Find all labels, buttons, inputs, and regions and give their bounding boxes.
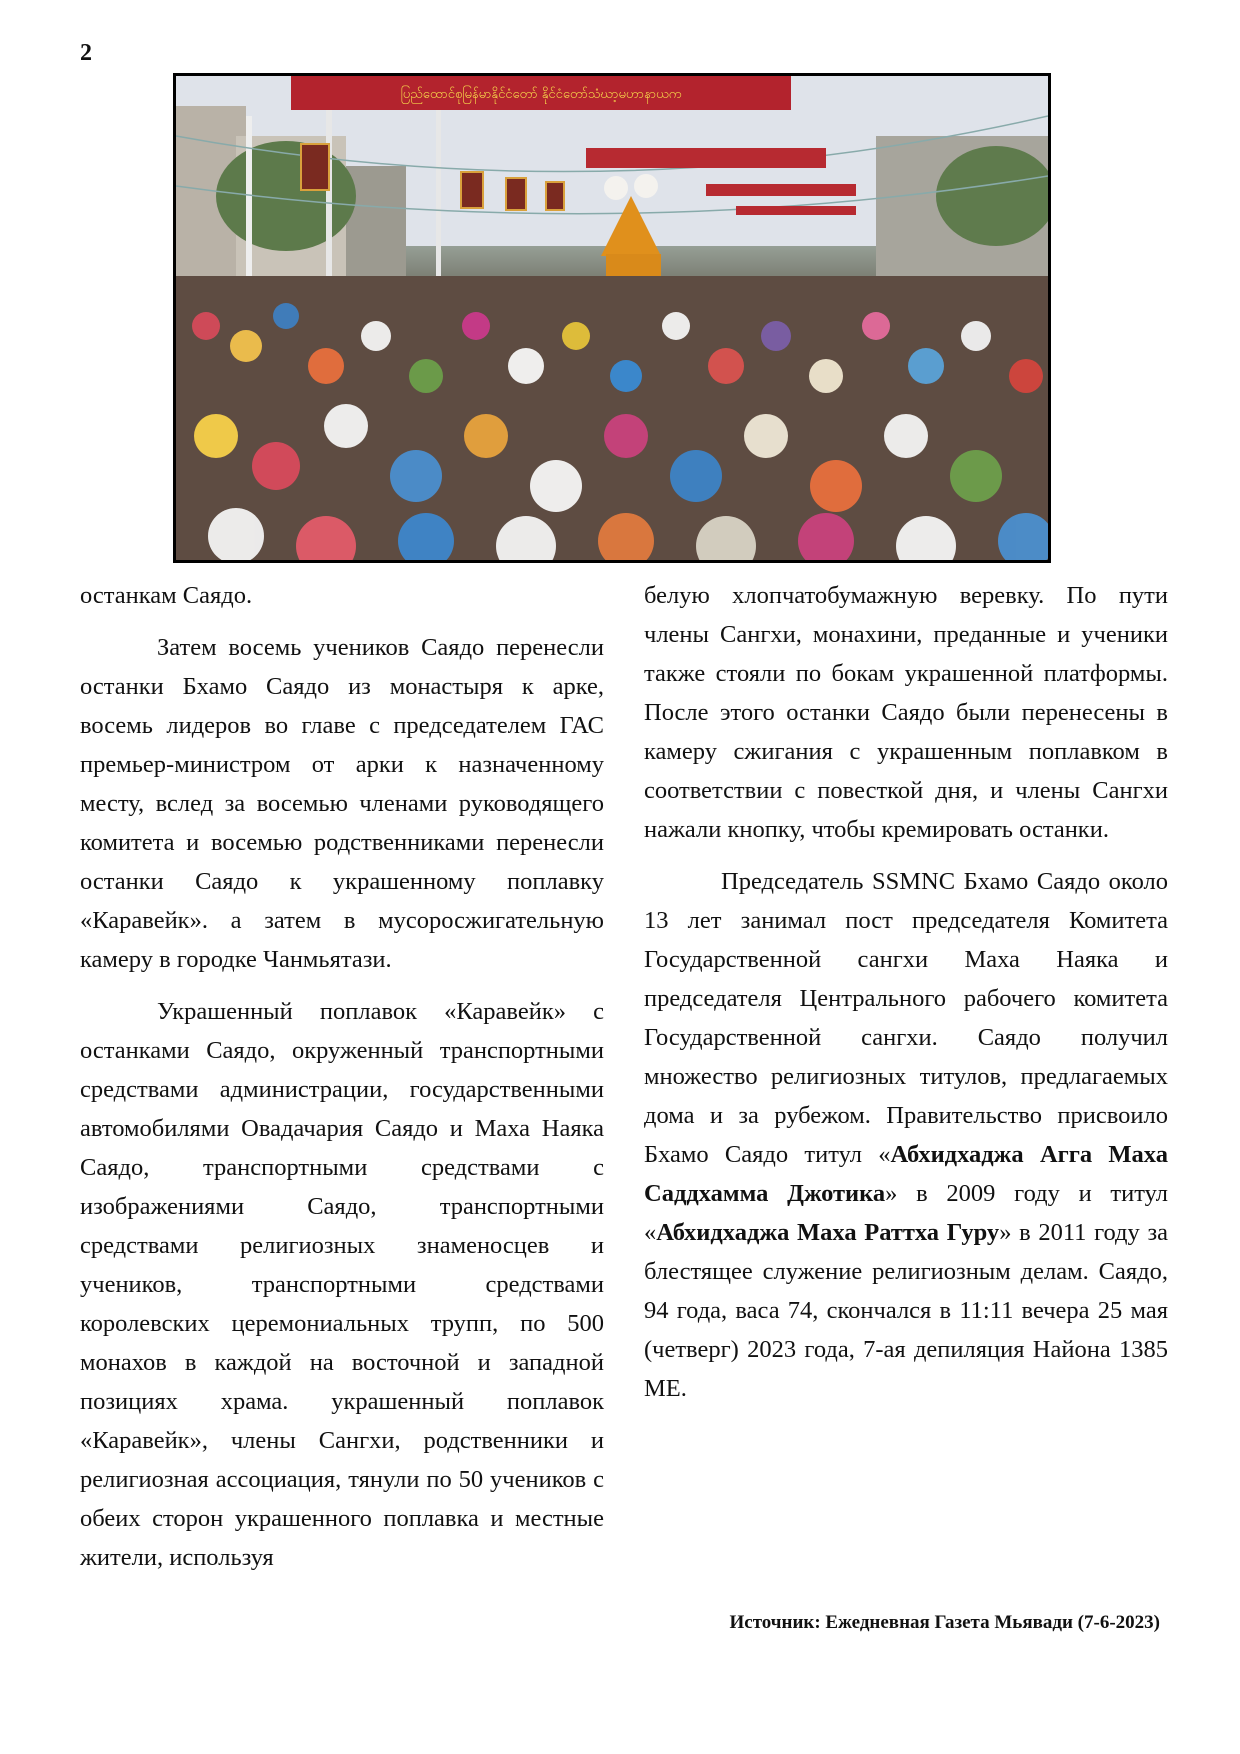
- right-column: [644, 576, 1168, 1421]
- paragraph-continuation: останкам Саядо.: [80, 582, 253, 609]
- source-credit: Источник: Ежедневная Газета Мьявади (7-6-2023): [729, 1612, 1160, 1633]
- paragraph: Украшенный поплавок «Каравейк» с останками Саядо, окруженный транспортными средствами администрации, государственными автомобилями Овадачария Саядо и Маха Наяка Саядо, транспортными средствами с изображениями Саядо, транспортными средствами религиозных знаменосцев и учеников, транспортными средствами королевских церемониальных трупп, по 500 монахов в каждой на восточной и западной позициях храма. украшенный поплавок «Каравейк», члены Сангхи, родственники и религиозная ассоциация, тянули по 50 учеников с обеих сторон украшенного поплавка и местные жители, используя: [80, 998, 604, 1571]
- procession-photo: [173, 73, 1051, 563]
- title-honorific-2: Абхидхаджа Маха Раттха Гуру: [656, 1219, 1000, 1246]
- paragraph: Затем восемь учеников Саядо перенесли останки Бхамо Саядо из монастыря к арке, восемь лидеров во главе с председателем ГАС премьер-министром от арки к назначенному месту, вслед за восемью членами руководящего комитета и восемью родственниками перенесли останки Саядо к украшенному поплавку «Каравейк». а затем в мусоросжигательную камеру в городке Чанмьятази.: [80, 634, 604, 973]
- procession-illustration: [176, 76, 1048, 560]
- left-column: [80, 576, 604, 1590]
- page-number: 2: [80, 40, 92, 66]
- banner-text: ပြည်ထောင်စုမြန်မာနိုင်ငံတော် နိုင်ငံတော်သံဃာ့မဟာနာယက: [400, 87, 682, 102]
- text-run: » в 2009 году и титул «: [644, 1180, 1168, 1246]
- paragraph-continuation: белую хлопчатобумажную веревку. По пути члены Сангхи, монахини, преданные и ученики также стояли по бокам украшенной платформы. После этого останки Саядо были перенесены в камеру сжигания с украшенным поплавком в соответствии с повесткой дня, и члены Сангхи нажали кнопку, чтобы кремировать останки.: [644, 582, 1168, 843]
- paragraph-biography: [644, 862, 1168, 1408]
- text-run: » в 2011 году за блестящее служение религиозным делам. Саядо, 94 года, васа 74, скончался в 11:11 вечера 25 мая (четверг) 2023 года, 7-ая депиляция Найона 1385 МЕ.: [644, 1219, 1168, 1402]
- text-run: Председатель SSMNC Бхамо Саядо около 13 лет занимал пост председателя Комитета Государственной сангхи Маха Наяка и председателя Центрального рабочего комитета Государственной сангхи. Саядо получил множество религиозных титулов, предлагаемых дома и за рубежом. Правительство присвоило Бхамо Саядо титул «: [644, 868, 1168, 1168]
- title-honorific-1: Абхидхаджа Агга Маха Саддхамма Джотика: [644, 1141, 1168, 1207]
